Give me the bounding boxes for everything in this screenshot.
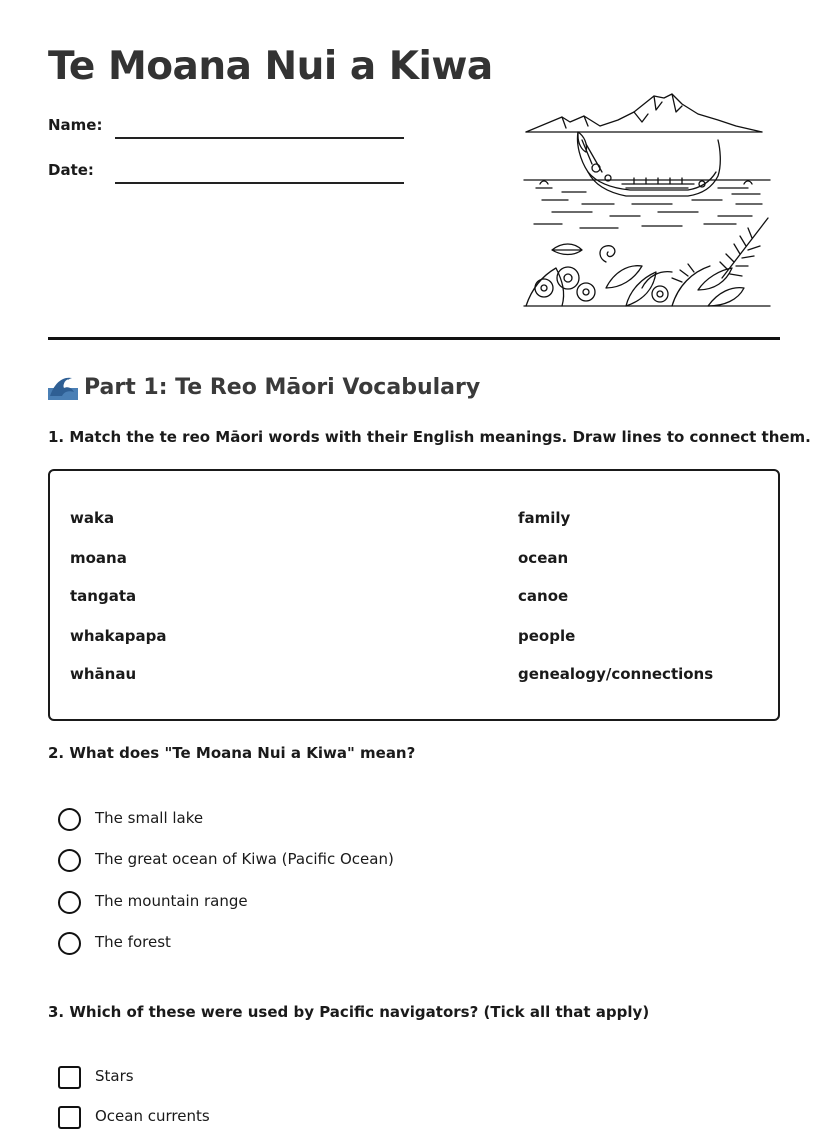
question-2-prompt: 2. What does "Te Moana Nui a Kiwa" mean? [48, 744, 416, 762]
name-input-line[interactable] [115, 137, 404, 139]
checkbox-option-label: Stars [95, 1067, 134, 1085]
match-right-item[interactable]: family [518, 509, 571, 527]
match-right-item[interactable]: canoe [518, 587, 569, 605]
radio-button[interactable] [58, 808, 81, 831]
question-1-prompt: 1. Match the te reo Māori words with their English meanings. Draw lines to connect them. [48, 428, 811, 446]
match-left-item[interactable]: whānau [70, 665, 137, 683]
match-right-item[interactable]: people [518, 627, 576, 645]
name-label: Name: [48, 116, 103, 134]
matching-box [48, 469, 780, 721]
wave-icon [48, 374, 78, 400]
section-divider [48, 337, 780, 340]
date-label: Date: [48, 161, 94, 179]
section-heading [48, 374, 480, 400]
radio-button[interactable] [58, 849, 81, 872]
match-right-item[interactable]: genealogy/connections [518, 665, 714, 683]
match-right-item[interactable]: ocean [518, 549, 569, 567]
date-input-line[interactable] [115, 182, 404, 184]
radio-option-label: The forest [95, 933, 171, 951]
page-title: Te Moana Nui a Kiwa [48, 44, 493, 89]
checkbox[interactable] [58, 1066, 81, 1089]
radio-option-label: The mountain range [95, 892, 248, 910]
match-left-item[interactable]: tangata [70, 587, 137, 605]
checkbox-option-label: Ocean currents [95, 1107, 210, 1125]
section-heading-text: Part 1: Te Reo Māori Vocabulary [84, 374, 481, 400]
match-left-item[interactable]: whakapapa [70, 627, 167, 645]
match-left-item[interactable]: moana [70, 549, 127, 567]
radio-button[interactable] [58, 932, 81, 955]
radio-option-label: The small lake [95, 809, 204, 827]
waka-illustration [522, 92, 772, 314]
radio-button[interactable] [58, 891, 81, 914]
radio-option-label: The great ocean of Kiwa (Pacific Ocean) [95, 850, 394, 868]
question-3-prompt: 3. Which of these were used by Pacific navigators? (Tick all that apply) [48, 1003, 650, 1021]
match-left-item[interactable]: waka [70, 509, 115, 527]
